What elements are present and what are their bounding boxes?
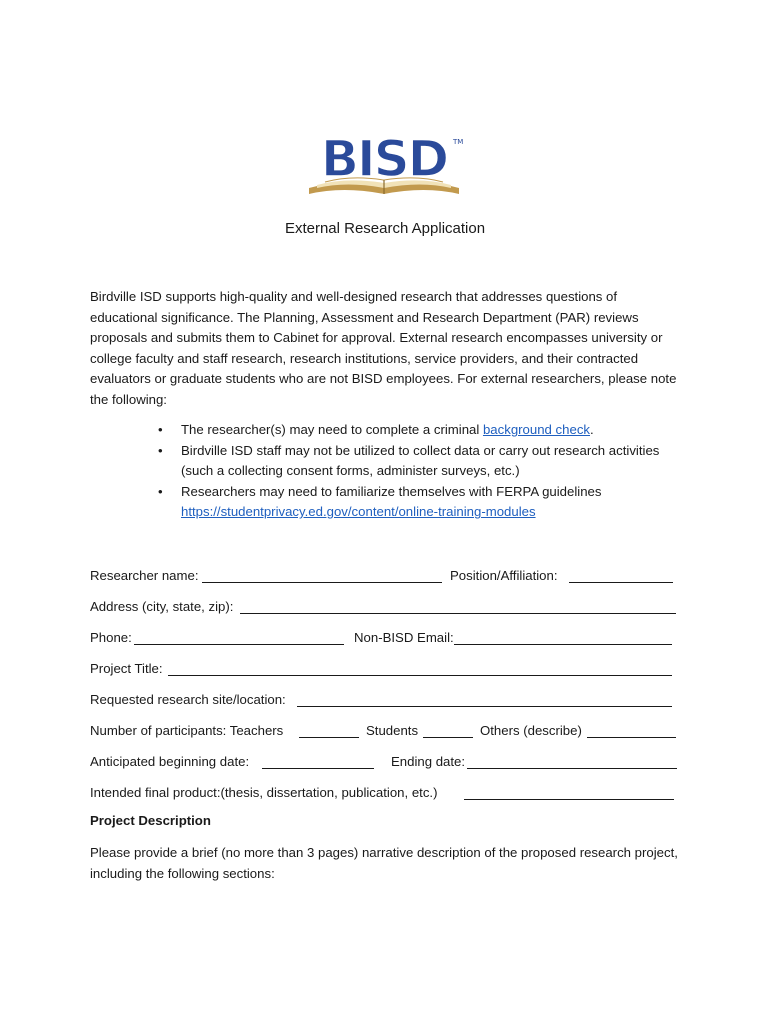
- students-field[interactable]: [423, 723, 473, 738]
- bullet-icon: •: [158, 422, 163, 437]
- begin-date-label: Anticipated beginning date:: [90, 754, 250, 769]
- researcher-name-field[interactable]: [202, 568, 442, 583]
- phone-label: Phone:: [90, 630, 132, 645]
- address-row: [90, 599, 680, 619]
- email-field[interactable]: [454, 630, 672, 645]
- dates-row: [90, 754, 680, 774]
- researcher-name-label: Researcher name:: [90, 568, 199, 583]
- final-product-field[interactable]: [464, 785, 674, 800]
- requirements-list: [90, 420, 680, 523]
- research-site-field[interactable]: [297, 692, 672, 707]
- end-date-label: Ending date:: [391, 754, 466, 769]
- intro-paragraph: Birdville ISD supports high-quality and well-designed research that addresses questions of educational significance. The Planning, Assessment and Research Department (PAR) reviews proposals and submits them to Cabinet for approval. External research encompasses university or college faculty and staff research, research institutions, service providers, and their contracted evaluators or graduate students who are not BISD employees. For external researchers, please note the following:: [90, 289, 677, 407]
- project-description-heading: Project Description: [90, 813, 211, 828]
- students-label: Students: [366, 723, 419, 738]
- participants-row: [90, 723, 680, 743]
- project-title-field[interactable]: [168, 661, 672, 676]
- ferpa-training-link[interactable]: https://studentprivacy.ed.gov/content/online-training-modules: [181, 504, 536, 520]
- background-check-link[interactable]: background check: [482, 422, 591, 437]
- logo-letters: BISD: [320, 130, 448, 188]
- address-field[interactable]: [240, 599, 676, 614]
- list-item: [90, 482, 680, 523]
- research-site-row: [90, 692, 680, 712]
- list-item: [90, 420, 680, 441]
- address-label: Address (city, state, zip):: [90, 599, 234, 614]
- phone-field[interactable]: [134, 630, 344, 645]
- research-site-label: Requested research site/location:: [90, 692, 286, 707]
- bullet-icon: •: [158, 442, 163, 458]
- others-field[interactable]: [587, 723, 676, 738]
- position-affiliation-label: Position/Affiliation:: [450, 568, 558, 583]
- bisd-logo: [303, 130, 465, 202]
- begin-date-field[interactable]: [262, 754, 374, 769]
- bullet-text: The researcher(s) may need to complete a criminal: [181, 422, 483, 437]
- bullet-text-end: .: [590, 422, 594, 437]
- document-title: External Research Application: [284, 220, 486, 237]
- bullet-icon: •: [158, 483, 163, 499]
- list-item: [90, 441, 680, 482]
- final-product-row: [90, 785, 680, 805]
- bullet-text: Researchers may need to familiarize themselves with FERPA guidelines: [181, 483, 602, 499]
- logo-trademark: TM: [453, 138, 464, 146]
- project-description-text: Please provide a brief (no more than 3 pages) narrative description of the proposed research project, including the following sections:: [90, 845, 678, 881]
- participants-label: Number of participants: Teachers: [90, 723, 284, 738]
- email-label: Non-BISD Email:: [354, 630, 454, 645]
- others-label: Others (describe): [480, 723, 582, 738]
- project-title-label: Project Title:: [90, 661, 163, 676]
- project-title-row: [90, 661, 680, 681]
- final-product-label: Intended final product:(thesis, dissertation, publication, etc.): [90, 785, 438, 800]
- teachers-field[interactable]: [299, 723, 359, 738]
- position-affiliation-field[interactable]: [569, 568, 673, 583]
- contact-row: [90, 630, 680, 650]
- bullet-text: Birdville ISD staff may not be utilized to collect data or carry out research activities (such a collecting consent forms, administer surveys, etc.): [181, 442, 660, 479]
- researcher-row: [90, 568, 680, 588]
- end-date-field[interactable]: [467, 754, 677, 769]
